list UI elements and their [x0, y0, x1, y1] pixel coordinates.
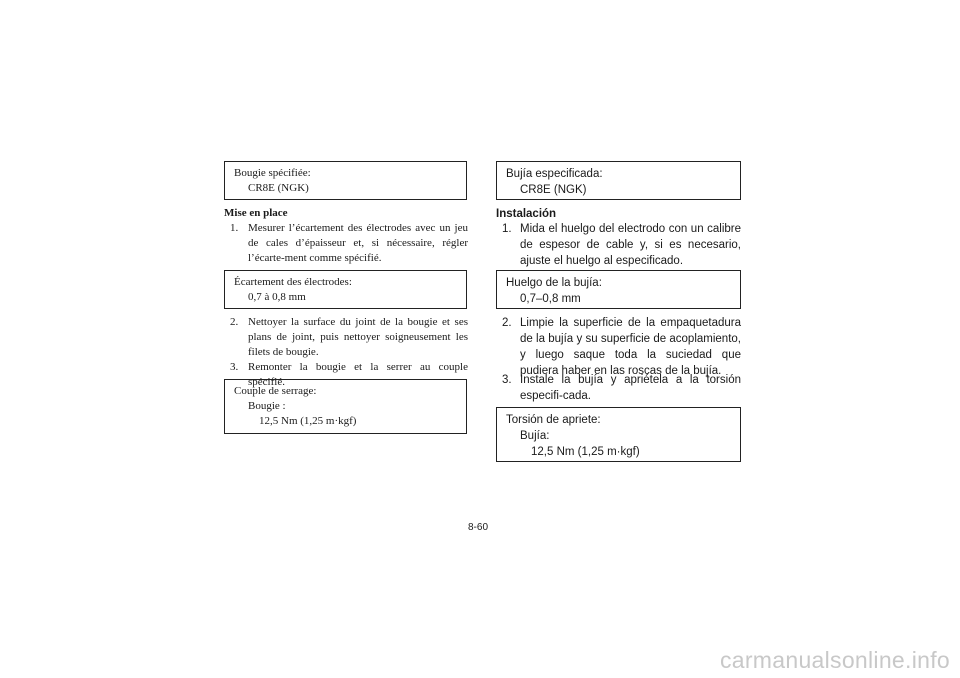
- step-1: [230, 221, 468, 266]
- spec-box-tightening-torque: [224, 379, 467, 434]
- spec-title: Bujía especificada:: [506, 168, 603, 180]
- spec-box-spark-plug: [224, 161, 467, 200]
- step-number: 1.: [502, 223, 512, 235]
- spec-item: Bujía:: [520, 430, 550, 442]
- step-number: 2.: [502, 317, 512, 329]
- step-number: 2.: [230, 316, 239, 328]
- watermark: carmanualsonline.info: [719, 647, 950, 673]
- step-text: Mesurer l’écartement des électrodes avec un jeu de cales d’épaisseur et, si nécessaire, régler l’écarte-ment comme spécifié.: [248, 222, 468, 264]
- step-number: 3.: [230, 361, 239, 373]
- spec-value: CR8E (NGK): [248, 182, 309, 194]
- spec-value: 0,7 à 0,8 mm: [248, 291, 306, 303]
- section-heading: Mise en place: [224, 207, 288, 219]
- spec-title: Huelgo de la bujía:: [506, 277, 602, 289]
- spec-box-plug-gap: [496, 270, 741, 309]
- section-heading: Instalación: [496, 208, 557, 220]
- spec-box-spark-plug: [496, 161, 741, 200]
- page-number: 8-60: [468, 522, 489, 533]
- spec-value: 0,7–0,8 mm: [520, 293, 581, 305]
- step-text: Remonter la bougie et la serrer au couple spécifié.: [248, 361, 468, 388]
- spec-title: Couple de serrage:: [234, 385, 317, 397]
- step-2: [230, 315, 468, 360]
- spec-box-electrode-gap: [224, 270, 467, 309]
- spec-box-tightening-torque: [496, 407, 741, 462]
- step-3: [502, 372, 741, 404]
- step-1: [502, 221, 741, 269]
- spec-title: Torsión de apriete:: [506, 414, 601, 426]
- step-2: [502, 315, 741, 379]
- step-text: Nettoyer la surface du joint de la bougie et ses plans de joint, puis nettoyer soigneusement les filets de bougie.: [248, 316, 468, 358]
- step-text: Limpie la superficie de la empaquetadura de la bujía y su superficie de acoplamiento, y luego saque toda la suciedad que pudiera haber en las roscas de la bujía.: [520, 317, 741, 377]
- step-text: Mida el huelgo del electrodo con un calibre de espesor de cable y, si es necesario, ajuste el huelgo al especificado.: [520, 223, 741, 267]
- step-number: 3.: [502, 374, 512, 386]
- spec-item: Bougie :: [248, 400, 286, 412]
- spec-value: 12,5 Nm (1,25 m·kgf): [531, 446, 640, 458]
- spec-title: Écartement des électrodes:: [234, 276, 352, 288]
- spec-value: 12,5 Nm (1,25 m·kgf): [259, 415, 357, 427]
- step-number: 1.: [230, 222, 239, 234]
- spec-value: CR8E (NGK): [520, 184, 587, 196]
- step-text: Instale la bujía y apriétela a la torsión especifi-cada.: [520, 374, 741, 402]
- spec-title: Bougie spécifiée:: [234, 167, 311, 179]
